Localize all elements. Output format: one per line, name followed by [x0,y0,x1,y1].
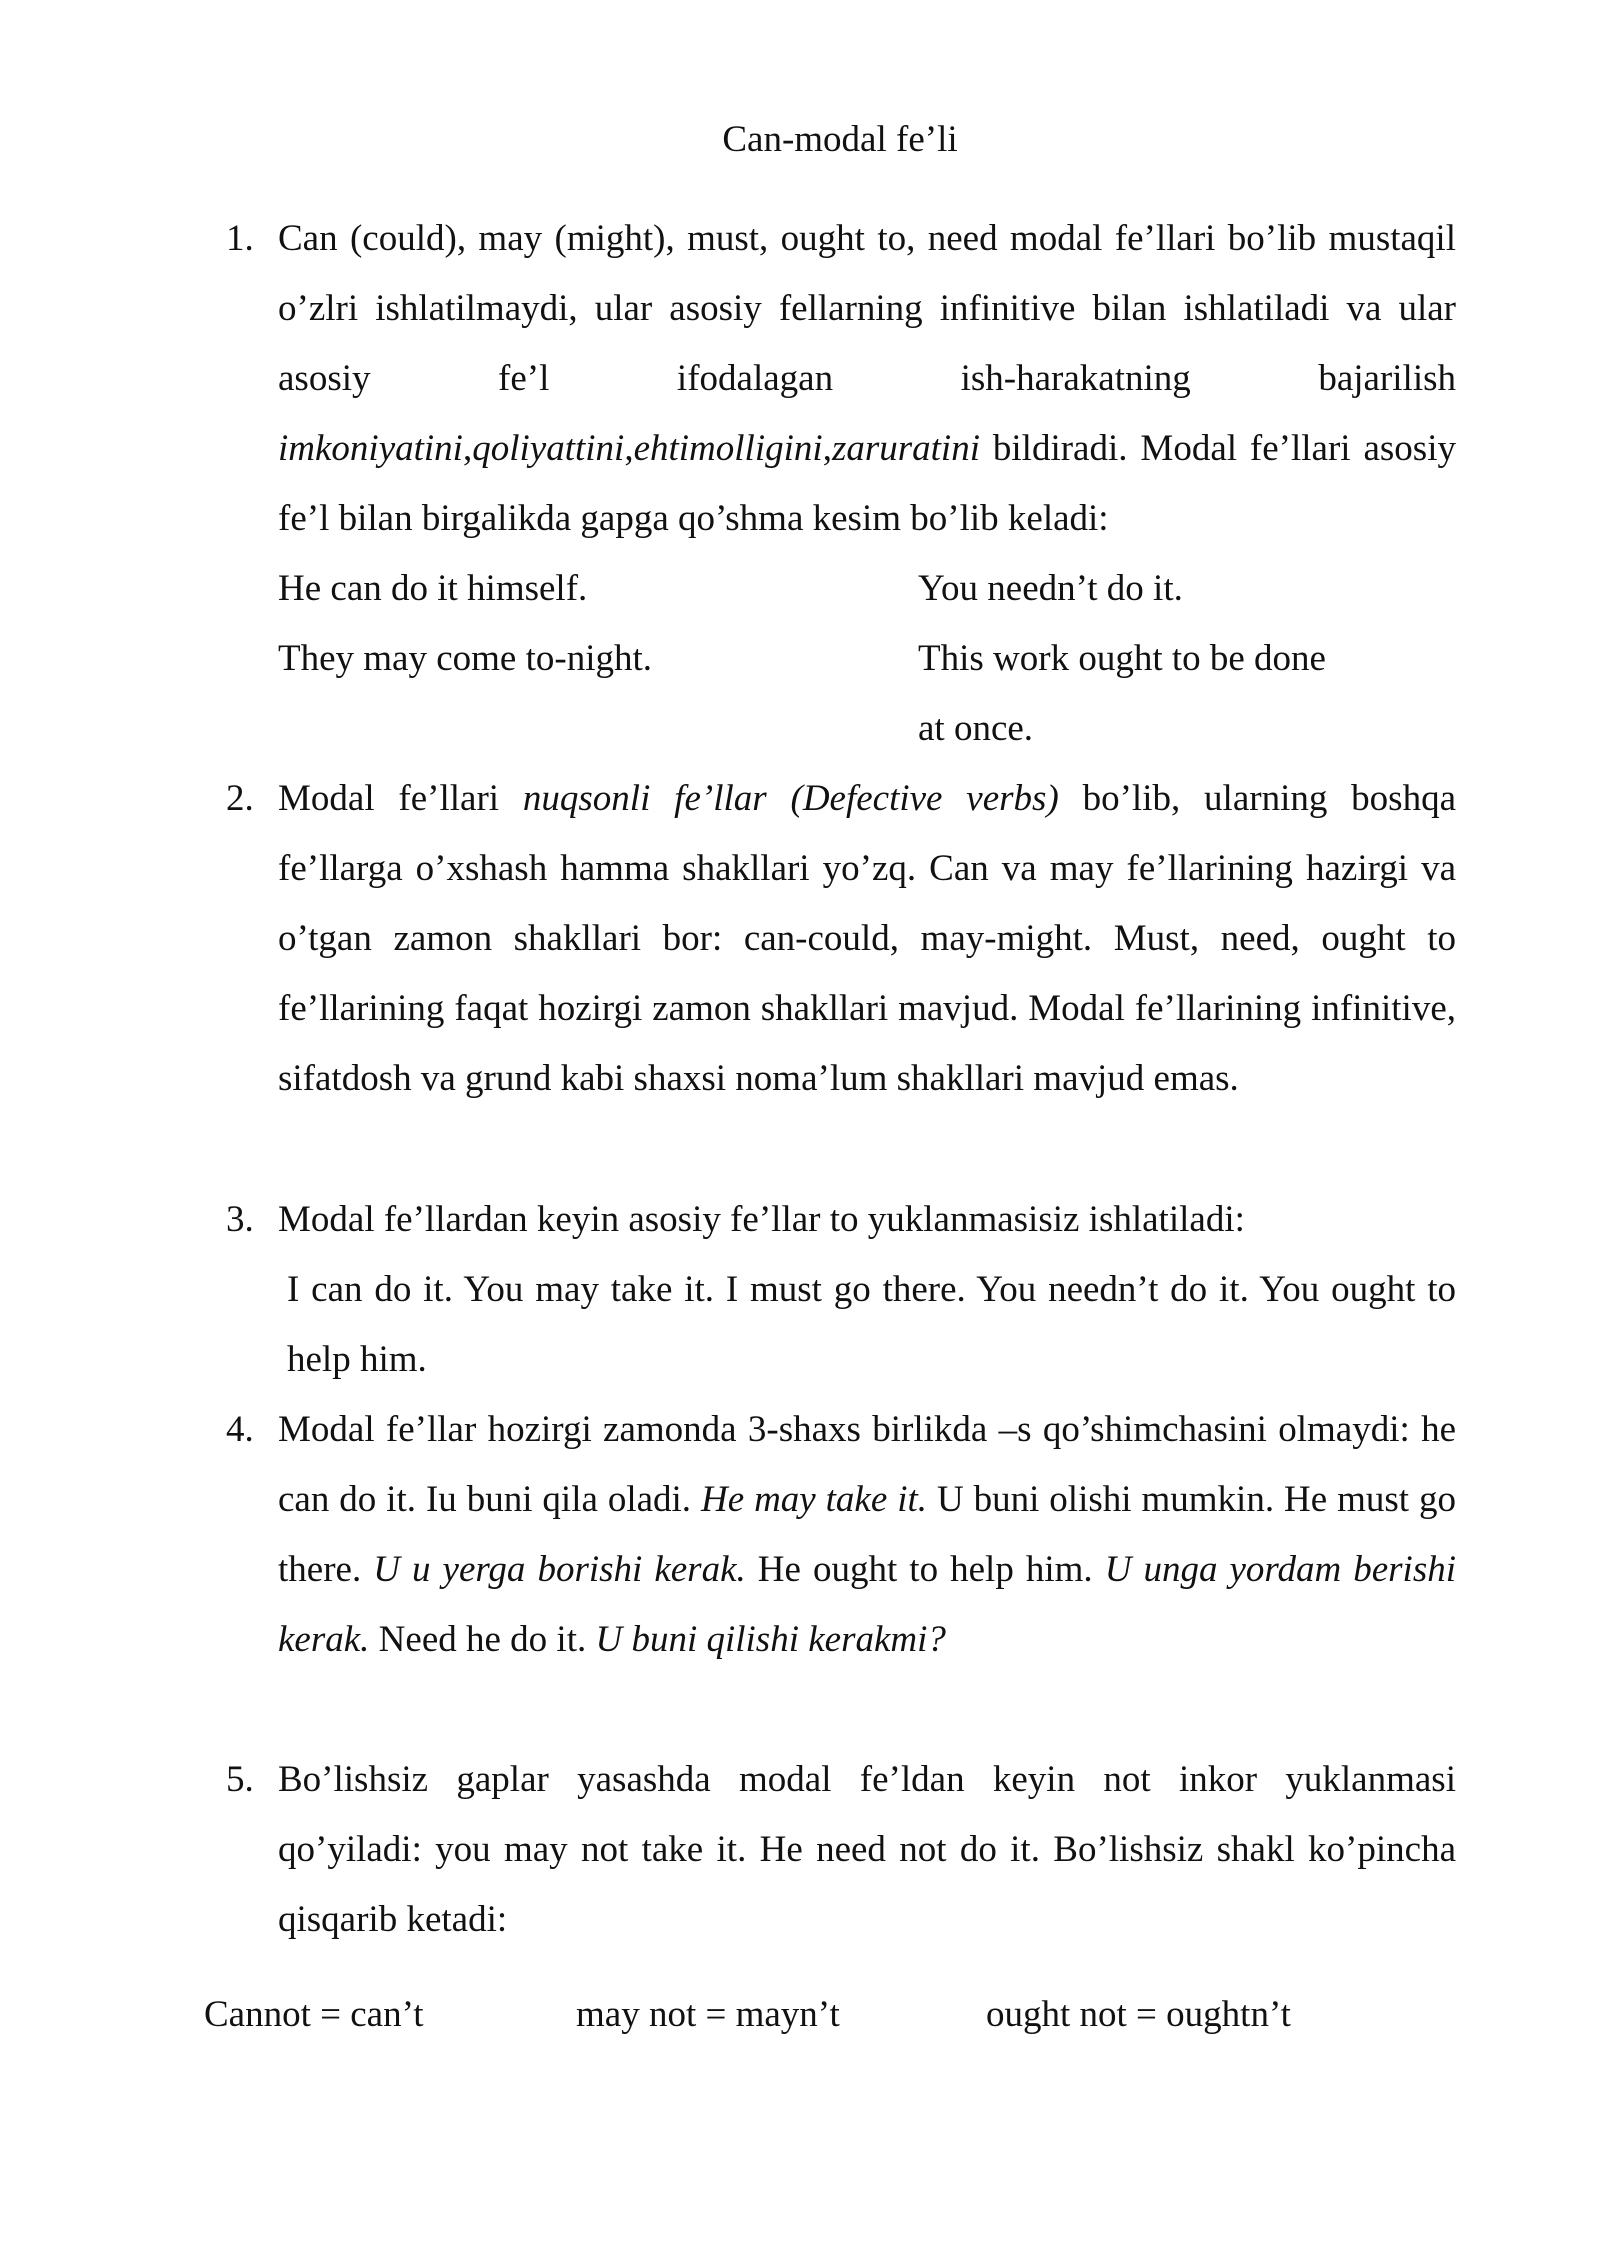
contraction-ought-not: ought not = oughtn’t [986,1994,1291,2035]
item-text: Can (could), may (might), must, ought to, need modal fe’llari bo’lib mustaqil o’zlri ishlatilmaydi, ular asosiy fellarning infinitive bilan ishlatiladi va ular asosiy fe’l ifodalagan ish-harakatning bajarilish imkoniyatini,qoliyattini,ehtimolligini,zaruratini bildiradi. Modal fe’llari asosiy fe’l bilan birgalikda gapga qo’shma kesim bo’lib keladi: [278,218,1456,539]
contraction-may-not: may not = mayn’t [576,1994,840,2035]
example-right-3: at once. [918,708,1034,749]
item-number: 3. [226,1199,254,1240]
item-number: 2. [226,778,254,819]
item-number: 4. [226,1409,254,1450]
item-example: I can do it. You may take it. I must go there. You needn’t do it. You ought to help him. [287,1269,1456,1380]
example-right-1: You needn’t do it. [918,568,1183,609]
item-text: Modal fe’llardan keyin asosiy fe’llar to yuklanmasisiz ishlatiladi: [278,1199,1245,1240]
item-text: Modal fe’llari nuqsonli fe’llar (Defective verbs) bo’lib, ularning boshqa fe’llarga o’xshash hamma shakllari yo’zq. Can va may fe’llarining hazirgi va o’tgan zamon shakllari bor: can-could, may-might. Must, need, ought to fe’llarining faqat hozirgi zamon shakllari mavjud. Modal fe’llarining infinitive, sifatdosh va grund kabi shaxsi noma’lum shakllari mavjud emas. [278,778,1457,1099]
item-text: Bo’lishsiz gaplar yasashda modal fe’ldan keyin not inkor yuklanmasi qo’yiladi: you may not take it. He need not do it. Bo’lishsiz shakl ko’pincha qisqarib ketadi: [278,1759,1456,1940]
example-left-2: They may come to-night. [278,638,653,679]
item-text: Modal fe’llar hozirgi zamonda 3-shaxs birlikda –s qo’shimchasini olmaydi: he can do it. Iu buni qila oladi. He may take it. U buni olishi mumkin. He must go there. U u yerga borishi kerak. He ought to help him. U unga yordam berishi kerak. Need he do it. U buni qilishi kerakmi? [278,1409,1457,1660]
contraction-cannot: Cannot = can’t [204,1994,424,2035]
example-left-1: He can do it himself. [278,568,588,609]
item-number: 5. [226,1759,254,1800]
item-number: 1. [226,218,254,259]
example-right-2: This work ought to be done [918,638,1326,679]
page-title: Can-modal fe’li [722,119,958,160]
